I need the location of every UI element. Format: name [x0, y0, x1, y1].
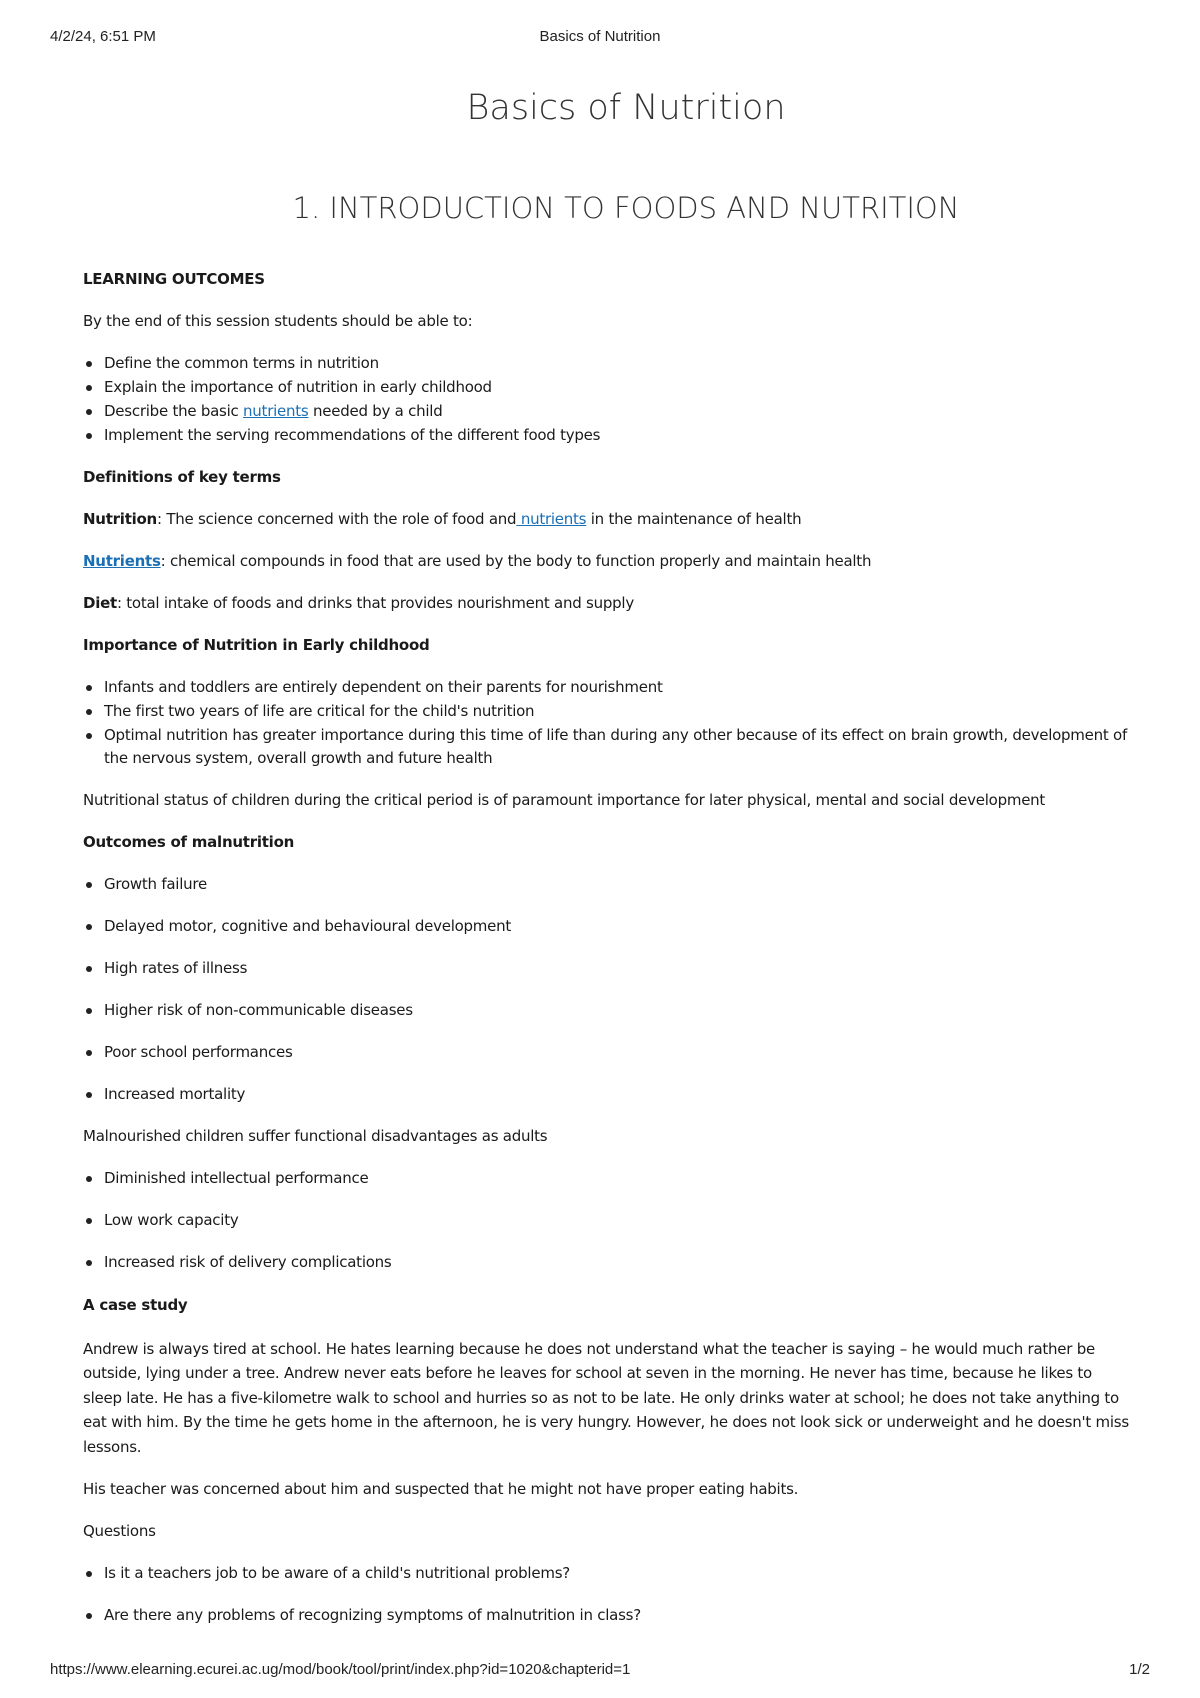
questions-label: Questions [83, 1522, 156, 1540]
questions-list [83, 1562, 1133, 1627]
malnutrition-heading: Outcomes of malnutrition [83, 833, 295, 851]
list-item: Implement the serving recommendations of the different food types [83, 424, 1133, 447]
print-footer [50, 1661, 1150, 1681]
list-item: Diminished intellectual performance [83, 1167, 1133, 1190]
teacher-note: His teacher was concerned about him and suspected that he might not have proper eating habits. [83, 1480, 799, 1498]
chapter-body [83, 268, 1133, 1646]
nutrients-link[interactable]: nutrients [516, 510, 587, 528]
list-item: Delayed motor, cognitive and behavioural development [83, 915, 1133, 938]
importance-list [83, 676, 1133, 770]
case-study-paragraph: Andrew is always tired at school. He hates learning because he does not understand what the teacher is saying – he would much rather be outside, lying under a tree. Andrew never eats before he leaves for school at seven in the morning. He never has time, because he likes to sleep late. He has a five-kilometre walk to school and hurries so as not to be late. He only drinks water at school; he does not take anything to eat with him. By the time he gets home in the afternoon, he is very hungry. However, he does not look sick or underweight and he doesn't miss lessons. [83, 1339, 1129, 1456]
list-item: Increased mortality [83, 1083, 1133, 1106]
importance-heading: Importance of Nutrition in Early childhood [83, 636, 430, 654]
chapter-title: 1. INTRODUCTION TO FOODS AND NUTRITION [292, 191, 960, 225]
adults-intro: Malnourished children suffer functional disadvantages as adults [83, 1127, 548, 1145]
list-item: Low work capacity [83, 1209, 1133, 1232]
list-item: High rates of illness [83, 957, 1133, 980]
case-study [83, 1293, 1133, 1459]
list-item: Poor school performances [83, 1041, 1133, 1064]
definitions-heading: Definitions of key terms [83, 468, 281, 486]
adult-outcomes-list [83, 1167, 1133, 1274]
nutrients-link[interactable]: nutrients [243, 402, 309, 420]
list-item: Explain the importance of nutrition in early childhood [83, 376, 1133, 399]
learning-outcomes-heading: LEARNING OUTCOMES [83, 270, 265, 288]
learning-outcomes-list [83, 352, 1133, 447]
list-item: Higher risk of non-communicable diseases [83, 999, 1133, 1022]
page-number: 1/2 [1129, 1661, 1150, 1678]
list-item: Describe the basic nutrients needed by a child [83, 400, 1133, 423]
book-content [83, 86, 1133, 1624]
list-item: Optimal nutrition has greater importance during this time of life than during any other because of its effect on brain growth, development of the nervous system, overall growth and future health [83, 724, 1133, 770]
list-item: Infants and toddlers are entirely dependent on their parents for nourishment [83, 676, 1133, 699]
definition-nutrients: Nutrients: chemical compounds in food that are used by the body to function properly and maintain health [83, 552, 872, 570]
case-study-heading: A case study [83, 1296, 188, 1314]
list-item: Is it a teachers job to be aware of a child's nutritional problems? [83, 1562, 1133, 1585]
nutrients-link[interactable]: Nutrients [83, 552, 161, 570]
list-item: Define the common terms in nutrition [83, 352, 1133, 375]
list-item: Growth failure [83, 873, 1133, 896]
book-title: Basics of Nutrition [466, 88, 786, 128]
page-url: https://www.elearning.ecurei.ac.ug/mod/book/tool/print/index.php?id=1020&chapterid=1 [50, 1661, 631, 1678]
print-header [50, 28, 1150, 48]
list-item: Are there any problems of recognizing symptoms of malnutrition in class? [83, 1604, 1133, 1627]
print-date: 4/2/24, 6:51 PM [50, 28, 156, 45]
malnutrition-list [83, 873, 1133, 1106]
list-item: Increased risk of delivery complications [83, 1251, 1133, 1274]
importance-note: Nutritional status of children during the critical period is of paramount importance for later physical, mental and social development [83, 791, 1046, 809]
list-item: The first two years of life are critical for the child's nutrition [83, 700, 1133, 723]
print-header-title: Basics of Nutrition [539, 28, 661, 45]
definition-diet: Diet: total intake of foods and drinks that provides nourishment and supply [83, 594, 634, 612]
learning-outcomes-intro: By the end of this session students should be able to: [83, 312, 473, 330]
definition-nutrition: Nutrition: The science concerned with the role of food and nutrients in the maintenance of health [83, 510, 802, 528]
